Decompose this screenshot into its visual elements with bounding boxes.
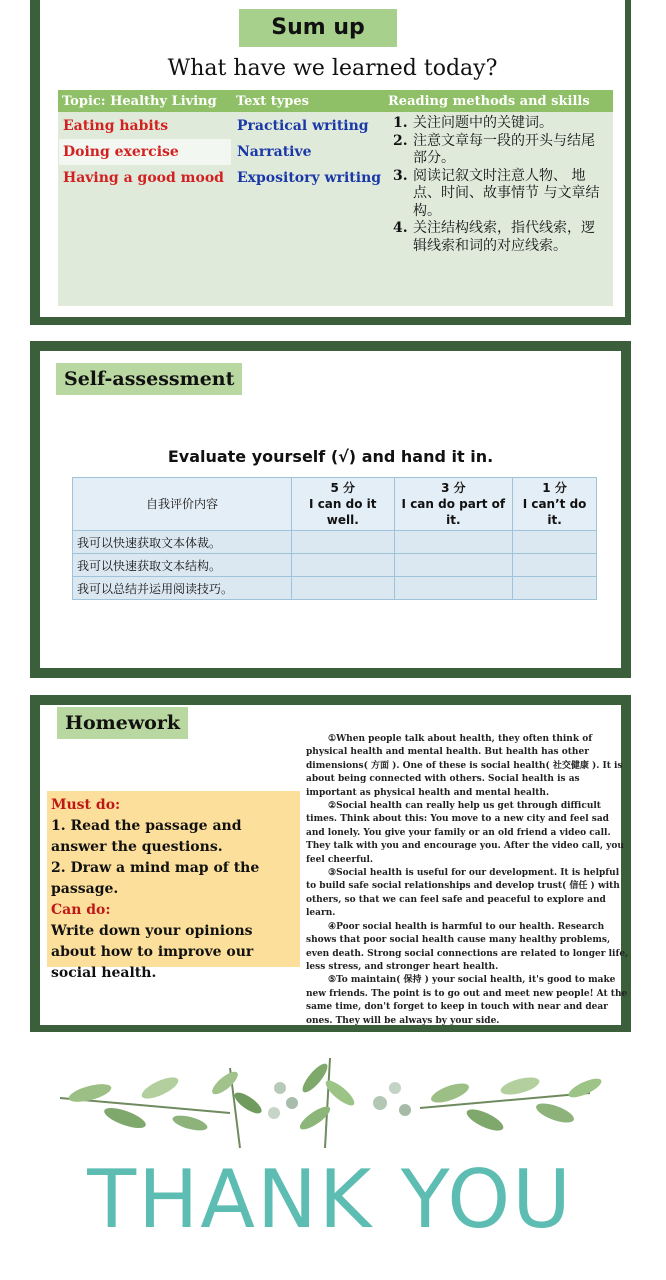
slide-thank-you xyxy=(30,1048,631,1280)
table-row xyxy=(73,577,597,600)
method-item: 2. 注意文章每一段的开头与结尾部分。 xyxy=(393,132,595,166)
header-reading-methods: Reading methods and skills xyxy=(384,90,613,112)
topic-item: Having a good mood xyxy=(63,170,224,186)
criteria-cell: 我可以快速获取文本结构。 xyxy=(73,554,292,577)
text-type-item: Practical writing xyxy=(237,118,369,134)
text-type-item: Narrative xyxy=(237,144,312,160)
evaluate-instruction: Evaluate yourself (√) and hand it in. xyxy=(167,447,494,466)
criteria-cell: 我可以快速获取文本体裁。 xyxy=(73,531,292,554)
table-row xyxy=(73,554,597,577)
homework-tag: Homework xyxy=(57,707,188,739)
text-types-cell xyxy=(232,112,384,306)
must-do-label: Must do: xyxy=(51,797,121,813)
check-cell[interactable] xyxy=(513,554,597,577)
score-header: 5 分 I can do it well. xyxy=(292,478,395,531)
passage-paragraph: ③Social health is useful for our development. It is helpful to build safe social relationships and develop trust( 信任 ) with others, so that we can feel safe and peaceful to explore and learn. xyxy=(306,868,620,919)
check-cell[interactable] xyxy=(292,577,395,600)
criteria-cell: 我可以总结并运用阅读技巧。 xyxy=(73,577,292,600)
method-item: 3. 阅读记叙文时注意人物、 地点、时间、故事情节 与文章结构。 xyxy=(393,167,600,219)
self-assessment-table xyxy=(72,477,597,600)
slide-self-assessment-content xyxy=(40,351,621,668)
check-cell[interactable] xyxy=(394,554,513,577)
can-do-label: Can do: xyxy=(51,902,111,918)
must-do-item: 2. Draw a mind map of the passage. xyxy=(51,860,260,897)
methods-list xyxy=(385,113,612,255)
topic-item: Eating habits xyxy=(63,118,169,134)
check-cell[interactable] xyxy=(292,531,395,554)
slide-sum-up-content xyxy=(40,0,625,317)
check-cell[interactable] xyxy=(394,531,513,554)
slide-homework-content xyxy=(40,705,629,1026)
check-cell[interactable] xyxy=(292,554,395,577)
table-row xyxy=(73,531,597,554)
check-cell[interactable] xyxy=(394,577,513,600)
score-header: 3 分 I can do part of it. xyxy=(394,478,513,531)
self-assessment-tag: Self-assessment xyxy=(56,363,242,395)
reading-passage xyxy=(306,733,629,1026)
homework-box xyxy=(47,791,300,981)
learned-question: What have we learned today? xyxy=(167,56,498,81)
leaves-decoration xyxy=(30,1048,631,1158)
can-do-item: Write down your opinions about how to improve our social health. xyxy=(51,923,254,981)
score-header: 1 分 I can’t do it. xyxy=(513,478,597,531)
svg-text:THANK YOU: THANK YOU xyxy=(87,1153,573,1241)
text-type-item: Expository writing xyxy=(237,170,382,186)
slide-self-assessment xyxy=(30,341,631,678)
passage-paragraph: ④Poor social health is harmful to our health. Research shows that poor social health cause many healthy problems, even death. Strong social connections are related to longer life, less stress, and stronger heart health. xyxy=(306,921,629,972)
passage-paragraph: ②Social health can really help us get through difficult times. Think about this: You move to a new city and feel sad and lonely. You give your family or an old friend a video call. They talk with you and encourage you. After the video call, you feel cheerful. xyxy=(306,801,624,865)
summary-table xyxy=(58,90,613,306)
thank-you-text xyxy=(30,1151,631,1241)
topics-cell xyxy=(58,112,232,306)
passage-paragraph: ①When people talk about health, they often think of physical health and mental health. But health has other dimensions( 方面 ). One of these is social health( 社交健康 ). It is about being connected with others. Social health is as important as physical health and mental health. xyxy=(306,734,623,798)
method-item: 4. 关注结构线索，指代线索，逻辑线索和词的对应线索。 xyxy=(393,220,595,254)
thank-you-text-wrap xyxy=(30,1151,631,1241)
check-cell[interactable] xyxy=(513,531,597,554)
method-item: 1. 关注问题中的关键词。 xyxy=(393,115,553,131)
topic-item: Doing exercise xyxy=(59,139,231,165)
slide-sum-up xyxy=(30,0,631,325)
methods-cell xyxy=(384,112,613,306)
must-do-item: 1. Read the passage and answer the questions. xyxy=(51,818,242,855)
header-topic: Topic: Healthy Living xyxy=(58,90,232,112)
slide-homework xyxy=(30,695,631,1032)
check-cell[interactable] xyxy=(513,577,597,600)
header-text-types: Text types xyxy=(232,90,384,112)
passage-paragraph: ⑤To maintain( 保持 ) your social health, it's good to make new friends. The point is to go out and meet new people! At the same time, don't forget to keep in touch with near and dear ones. They will be always by your side. xyxy=(306,975,628,1026)
criteria-header: 自我评价内容 xyxy=(73,478,292,531)
sum-up-title: Sum up xyxy=(239,9,397,47)
